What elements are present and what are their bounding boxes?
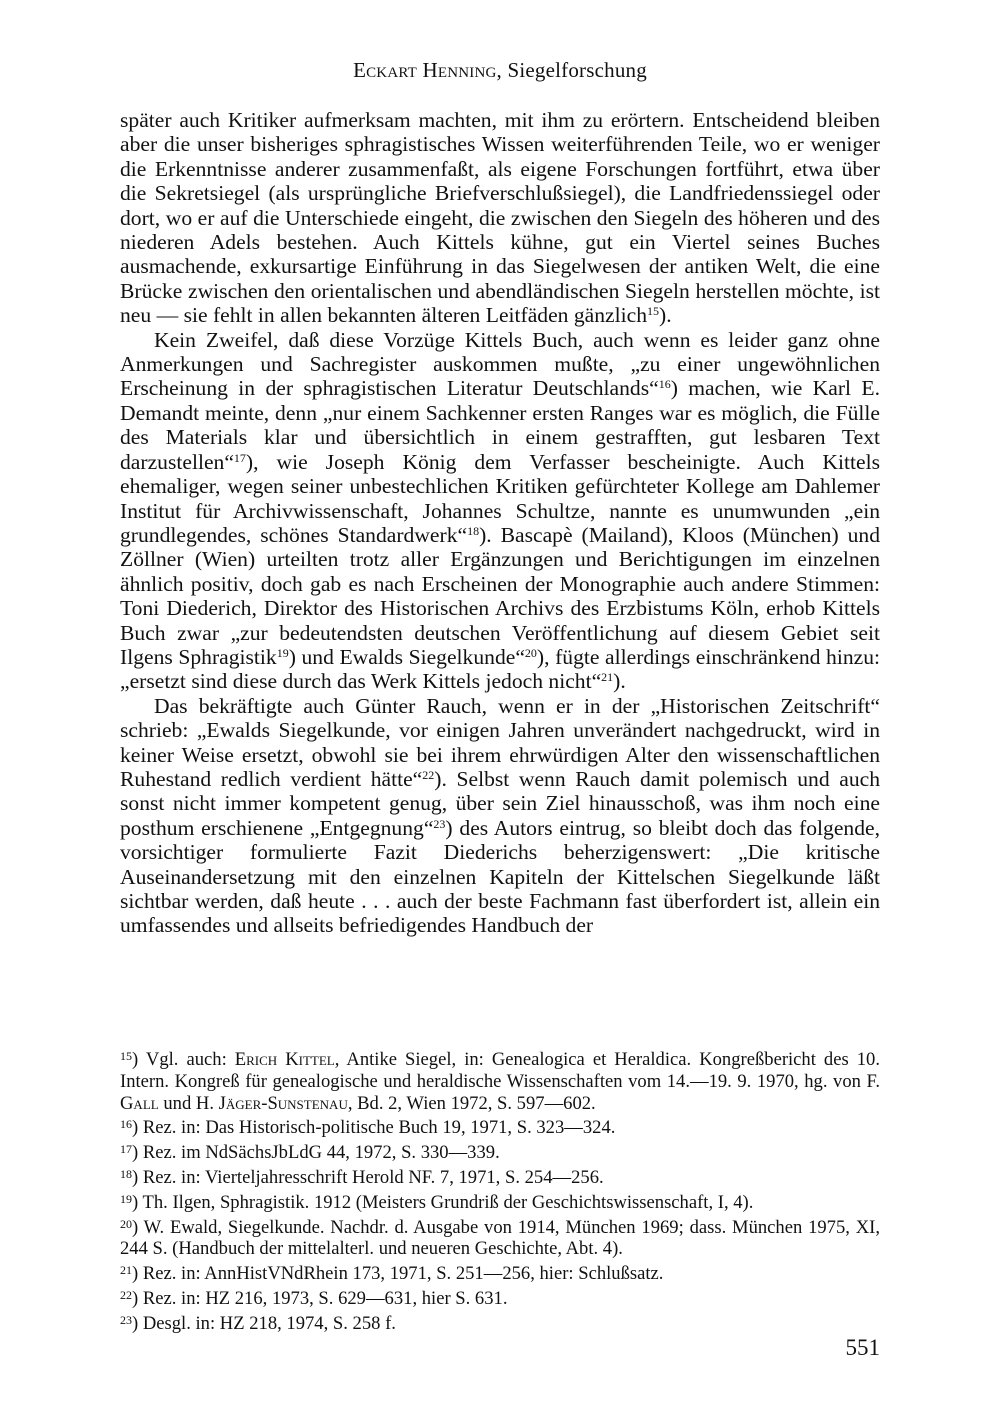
footnote-author: Erich Kittel [234,1049,335,1070]
paragraph-2-segment: ). [613,669,626,694]
footnote-ref-16[interactable]: 16 [658,377,671,392]
footnote-17 [120,1139,880,1164]
footnote-21 [120,1260,880,1285]
footnote-author: Gall [120,1092,159,1114]
footnote-number: 19 [120,1191,132,1206]
footnote-ref-17[interactable]: 17 [233,450,246,465]
footnote-text: ) Rez. in: AnnHistVNdRhein 173, 1971, S. 251—256, hier: Schlußsatz. [132,1263,664,1285]
body-text [120,108,880,938]
footnote-16 [120,1114,880,1139]
footnote-number: 16 [120,1117,132,1132]
footnote-ref-23[interactable]: 23 [433,816,446,831]
paragraph-3-segment: ). Selbst wenn Rauch damit polemisch und auch sonst nicht immer kompetent genug, über sein Ziel hinausschoß, was ihm noch eine posthum erschienene „Entgegnung“ [120,766,880,840]
paragraph-3-segment: ) des Autors eintrug, so bleibt doch das folgende, vorsichtiger formulierte Fazit Diederichs beherzigenswert: „Die kritische Auseinandersetzung mit den einzelnen Kapiteln der Kittelschen Siegelkunde läßt sichtbar werden, daß heute . . . auch der beste Fachmann fast überfordert ist, allein ein umfassendes und allseits befriedigendes Handbuch der [120,815,880,938]
footnote-text: ) Desgl. in: HZ 218, 1974, S. 258 f. [132,1312,396,1334]
footnote-number: 20 [120,1216,132,1231]
footnote-author: Jäger-Sunstenau [218,1092,348,1114]
footnote-text: ) Rez. in: Das Historisch-politische Buch 19, 1971, S. 323—324. [132,1117,616,1139]
footnote-text: ) Rez. in: HZ 216, 1973, S. 629—631, hier S. 631. [132,1287,508,1309]
running-head [0,58,1000,83]
footnote-18 [120,1164,880,1189]
footnote-text: , Bd. 2, Wien 1972, S. 597—602. [347,1092,596,1114]
paragraph-1-text: später auch Kritiker aufmerksam machten, mit ihm zu erörtern. Entscheidend bleiben aber die unser bisheriges sphragistisches Wissen weiterführenden Teile, wo er weniger die Erkenntnisse anderer zusammenfaßt, als eigene Forschungen fortführt, etwa über die Sekretsiegel (als ursprüngliche Briefverschlußsiegel), die Landfriedenssiegel oder dort, wo er auf die Unterschiede eingeht, die zwischen den Siegeln des höheren und des niederen Adels bestehen. Auch Kittels kühne, gut ein Viertel seines Buches ausmachende, exkursartige Einführung in das Siegelwesen der antiken Welt, die eine Brücke zwischen den orientalischen und abendländischen Siegeln herstellen möchte, ist neu — sie fehlt in allen bekannten älteren Leitfäden gänzlich [120,108,880,328]
footnote-number: 23 [120,1312,132,1327]
footnote-20 [120,1214,880,1261]
paragraph-1 [120,108,880,328]
running-head-author: Eckart Henning [353,58,497,82]
footnote-23 [120,1310,880,1335]
footnote-number: 17 [120,1142,132,1157]
page-number: 551 [845,1335,880,1360]
footnote-text: ) W. Ewald, Siegelkunde. Nachdr. d. Ausgabe von 1914, München 1969; dass. München 1975, XI, 244 S. (Handbuch der mittelalterl. und neueren Geschichte, Abt. 4). [120,1216,880,1260]
footnote-22 [120,1285,880,1310]
footnote-ref-22[interactable]: 22 [422,767,435,782]
paragraph-2-segment: Kein Zweifel, daß diese Vorzüge Kittels Buch, auch wenn es leider ganz ohne Anmerkungen und Sachregister auskommen mußte, „zu einer ungewöhnlichen Erscheinung in der sphragistischen Literatur Deutschlands“ [120,327,880,401]
paragraph-2-segment: ). Bascapè (Mailand), Kloos (München) und Zöllner (Wien) urteilten trotz aller Ergänzungen und Berichtigungen im einzelnen ähnlich positiv, doch gab es nach Erscheinen der Monographie auch andere Stimmen: Toni Diederich, Direktor des Historischen Archivs des Erzbistums Köln, erhob Kittels Buch zwar „zur bedeutendsten deutschen Veröffentlichung auf diesem Gebiet seit Ilgens Sphragistik [120,522,881,669]
footnote-ref-18[interactable]: 18 [467,523,480,538]
paragraph-1-end: ). [659,303,672,328]
footnote-text: ) Rez. in: Vierteljahresschrift Herold NF. 7, 1971, S. 254—256. [132,1166,604,1188]
footnote-19 [120,1189,880,1214]
footnote-ref-15[interactable]: 15 [647,304,660,319]
running-head-title: , Siegelforschung [496,58,647,82]
footnote-number: 15 [120,1049,132,1063]
footnote-text: , Antike Siegel, in: Genealogica et Heraldica. Kongreßbericht des 10. Intern. Kongreß für genealogische und heraldische Wissenschaften vom 14.—19. 9. 1970, hg. von F. [120,1049,880,1092]
paragraph-3-segment: Das bekräftigte auch Günter Rauch, wenn er in der „Historischen Zeitschrift“ schrieb: „Ewalds Siegelkunde, vor einigen Jahren unverändert nachgedruckt, wird in keiner Weise ersetzt, obwohl sie bei ihrem ehrwürdigen Alter den wissenschaftlichen Ruhestand redlich verdient hätte“ [120,693,880,791]
paragraph-2-segment: ), wie Joseph König dem Verfasser bescheinigte. Auch Kittels ehemaliger, wegen seiner unbestechlichen Kritiken gefürchteter Kollege am Dahlemer Institut für Archivwissenschaft, Johannes Schultze, nannte es unumwunden „ein grundlegendes, schönes Standardwerk“ [120,449,880,547]
footnote-number: 22 [120,1287,132,1302]
footnote-text: ) Th. Ilgen, Sphragistik. 1912 (Meisters Grundriß der Geschichtswissenschaft, I, 4). [132,1191,754,1213]
footnote-number: 21 [120,1263,132,1278]
footnote-ref-20[interactable]: 20 [524,645,537,660]
paragraph-2-segment: ) machen, wie Karl E. Demandt meinte, denn „nur einem Sachkenner ersten Ranges war es möglich, die Fülle des Materials klar und übersichtlich in einem gestrafften, gut lesbaren Text darzustellen“ [120,376,880,474]
footnotes [120,1046,880,1335]
footnote-text: ) Rez. im NdSächsJbLdG 44, 1972, S. 330—339. [132,1142,500,1164]
footnote-number: 18 [120,1166,132,1181]
paragraph-2 [120,328,880,694]
paragraph-2-segment: ) und Ewalds Siegelkunde“ [288,644,525,669]
footnote-ref-21[interactable]: 21 [601,670,614,685]
paragraph-2-segment: ), fügte allerdings einschränkend hinzu: „ersetzt sind diese durch das Werk Kittels jedoch nicht“ [120,644,880,694]
footnote-text: und H. [158,1092,219,1114]
paragraph-3 [120,694,880,938]
footnote-text: ) Vgl. auch: [132,1049,235,1070]
footnote-ref-19[interactable]: 19 [276,645,289,660]
footnote-15 [120,1046,880,1114]
